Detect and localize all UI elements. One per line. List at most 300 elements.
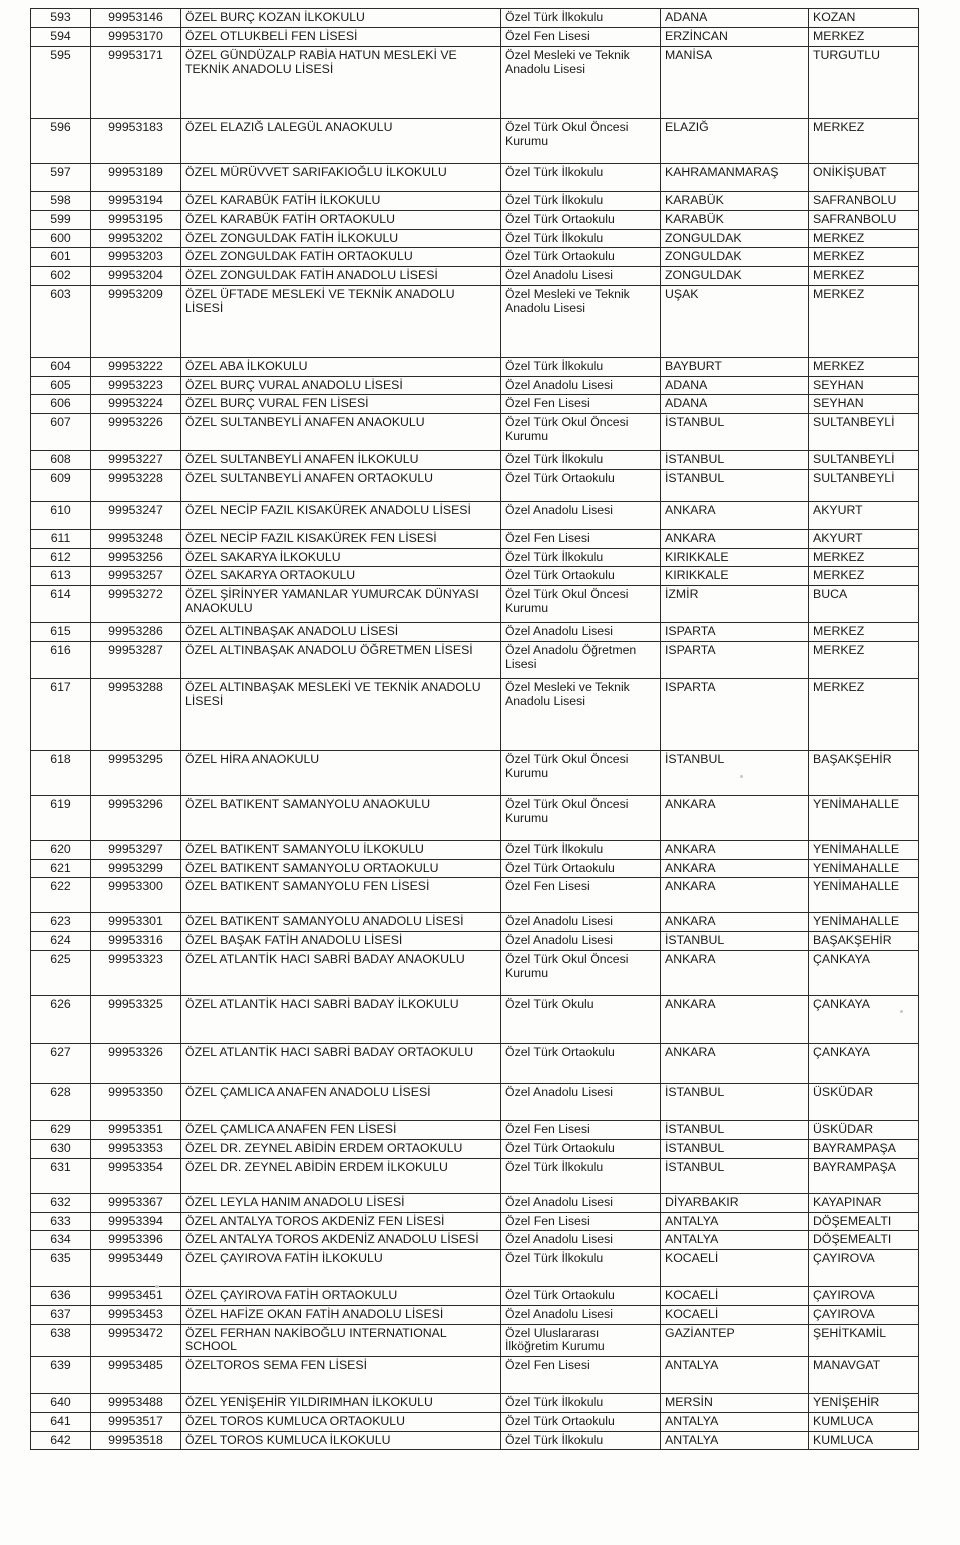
district-cell: SULTANBEYLİ: [809, 451, 919, 470]
district-cell: ONİKİŞUBAT: [809, 164, 919, 192]
table-row: [31, 795, 919, 840]
row-number-cell: 615: [31, 623, 91, 642]
district-cell: MERKEZ: [809, 678, 919, 750]
table-row: [31, 913, 919, 932]
province-cell: KOCAELİ: [661, 1305, 809, 1324]
row-number-cell: 619: [31, 795, 91, 840]
row-number-cell: 603: [31, 285, 91, 357]
institution-name-cell: ÖZEL TOROS KUMLUCA ORTAOKULU: [181, 1412, 501, 1431]
province-cell: ADANA: [661, 395, 809, 414]
table-row: [31, 192, 919, 211]
district-cell: BAYRAMPAŞA: [809, 1140, 919, 1159]
institution-type-cell: Özel Türk Ortaokulu: [501, 469, 661, 501]
row-number-cell: 631: [31, 1158, 91, 1193]
table-row: [31, 1250, 919, 1287]
institution-type-cell: Özel Türk Ortaokulu: [501, 210, 661, 229]
institution-name-cell: ÖZEL HİRA ANAOKULU: [181, 750, 501, 795]
institution-name-cell: ÖZEL BURÇ VURAL FEN LİSESİ: [181, 395, 501, 414]
institution-type-cell: Özel Türk Ortaokulu: [501, 567, 661, 586]
institution-name-cell: ÖZEL ATLANTİK HACI SABRİ BADAY ANAOKULU: [181, 951, 501, 996]
institution-type-cell: Özel Mesleki ve Teknik Anadolu Lisesi: [501, 47, 661, 119]
institution-name-cell: ÖZEL LEYLA HANIM ANADOLU LİSESİ: [181, 1193, 501, 1212]
institution-type-cell: Özel Türk İlkokulu: [501, 9, 661, 28]
institution-code-cell: 99953296: [91, 795, 181, 840]
row-number-cell: 607: [31, 414, 91, 451]
district-cell: MERKEZ: [809, 548, 919, 567]
row-number-cell: 627: [31, 1044, 91, 1084]
institution-type-cell: Özel Türk İlkokulu: [501, 451, 661, 470]
district-cell: YENİMAHALLE: [809, 913, 919, 932]
district-cell: ÜSKÜDAR: [809, 1084, 919, 1121]
district-cell: SULTANBEYLİ: [809, 414, 919, 451]
table-row: [31, 1324, 919, 1357]
district-cell: MERKEZ: [809, 285, 919, 357]
institution-name-cell: ÖZEL SAKARYA İLKOKULU: [181, 548, 501, 567]
institution-type-cell: Özel Anadolu Lisesi: [501, 267, 661, 286]
institution-type-cell: Özel Türk Okul Öncesi Kurumu: [501, 951, 661, 996]
institution-name-cell: ÖZEL SULTANBEYLİ ANAFEN ORTAOKULU: [181, 469, 501, 501]
row-number-cell: 594: [31, 28, 91, 47]
institution-type-cell: Özel Türk İlkokulu: [501, 164, 661, 192]
province-cell: ISPARTA: [661, 641, 809, 678]
institution-name-cell: ÖZEL ÇAMLICA ANAFEN ANADOLU LİSESİ: [181, 1084, 501, 1121]
institution-name-cell: ÖZEL ZONGULDAK FATİH İLKOKULU: [181, 229, 501, 248]
province-cell: KARABÜK: [661, 210, 809, 229]
province-cell: İSTANBUL: [661, 1121, 809, 1140]
institution-type-cell: Özel Anadolu Lisesi: [501, 1084, 661, 1121]
province-cell: ZONGULDAK: [661, 248, 809, 267]
institution-code-cell: 99953451: [91, 1287, 181, 1306]
district-cell: MANAVGAT: [809, 1357, 919, 1394]
row-number-cell: 601: [31, 248, 91, 267]
row-number-cell: 616: [31, 641, 91, 678]
row-number-cell: 617: [31, 678, 91, 750]
institution-code-cell: 99953297: [91, 840, 181, 859]
institution-code-cell: 99953257: [91, 567, 181, 586]
institution-type-cell: Özel Fen Lisesi: [501, 28, 661, 47]
institution-code-cell: 99953194: [91, 192, 181, 211]
province-cell: ERZİNCAN: [661, 28, 809, 47]
institution-type-cell: Özel Anadolu Lisesi: [501, 623, 661, 642]
institution-code-cell: 99953367: [91, 1193, 181, 1212]
district-cell: KOZAN: [809, 9, 919, 28]
table-row: [31, 47, 919, 119]
province-cell: ANTALYA: [661, 1431, 809, 1450]
institution-code-cell: 99953256: [91, 548, 181, 567]
row-number-cell: 598: [31, 192, 91, 211]
district-cell: SULTANBEYLİ: [809, 469, 919, 501]
institution-name-cell: ÖZEL DR. ZEYNEL ABİDİN ERDEM İLKOKULU: [181, 1158, 501, 1193]
district-cell: YENİMAHALLE: [809, 795, 919, 840]
institution-code-cell: 99953170: [91, 28, 181, 47]
row-number-cell: 618: [31, 750, 91, 795]
institution-code-cell: 99953202: [91, 229, 181, 248]
province-cell: KOCAELİ: [661, 1287, 809, 1306]
institution-code-cell: 99953189: [91, 164, 181, 192]
table-row: [31, 469, 919, 501]
district-cell: KAYAPINAR: [809, 1193, 919, 1212]
institution-code-cell: 99953316: [91, 932, 181, 951]
institution-code-cell: 99953394: [91, 1212, 181, 1231]
institution-code-cell: 99953326: [91, 1044, 181, 1084]
table-row: [31, 28, 919, 47]
province-cell: KIRIKKALE: [661, 567, 809, 586]
institution-type-cell: Özel Türk Ortaokulu: [501, 859, 661, 878]
institution-code-cell: 99953224: [91, 395, 181, 414]
institution-code-cell: 99953449: [91, 1250, 181, 1287]
table-row: [31, 501, 919, 529]
institution-type-cell: Özel Fen Lisesi: [501, 529, 661, 548]
table-row: [31, 1140, 919, 1159]
institution-type-cell: Özel Anadolu Lisesi: [501, 501, 661, 529]
institution-code-cell: 99953472: [91, 1324, 181, 1357]
district-cell: MERKEZ: [809, 267, 919, 286]
province-cell: ANKARA: [661, 501, 809, 529]
district-cell: ÇANKAYA: [809, 996, 919, 1044]
row-number-cell: 624: [31, 932, 91, 951]
province-cell: BAYBURT: [661, 357, 809, 376]
institution-code-cell: 99953295: [91, 750, 181, 795]
district-cell: ŞEHİTKAMİL: [809, 1324, 919, 1357]
table-row: [31, 451, 919, 470]
district-cell: YENİMAHALLE: [809, 840, 919, 859]
province-cell: ZONGULDAK: [661, 267, 809, 286]
institution-code-cell: 99953485: [91, 1357, 181, 1394]
institution-code-cell: 99953301: [91, 913, 181, 932]
institution-code-cell: 99953488: [91, 1394, 181, 1413]
table-row: [31, 1044, 919, 1084]
institution-name-cell: ÖZEL SULTANBEYLİ ANAFEN ANAOKULU: [181, 414, 501, 451]
institution-type-cell: Özel Türk Ortaokulu: [501, 1140, 661, 1159]
district-cell: BUCA: [809, 586, 919, 623]
table-row: [31, 623, 919, 642]
district-cell: ÇAYIROVA: [809, 1305, 919, 1324]
institution-type-cell: Özel Fen Lisesi: [501, 1357, 661, 1394]
institution-code-cell: 99953350: [91, 1084, 181, 1121]
institution-code-cell: 99953226: [91, 414, 181, 451]
row-number-cell: 636: [31, 1287, 91, 1306]
province-cell: ELAZIĞ: [661, 119, 809, 164]
institution-code-cell: 99953247: [91, 501, 181, 529]
table-row: [31, 1287, 919, 1306]
institution-type-cell: Özel Fen Lisesi: [501, 878, 661, 913]
school-listing-table: [30, 8, 919, 1450]
row-number-cell: 595: [31, 47, 91, 119]
district-cell: ÇAYIROVA: [809, 1287, 919, 1306]
table-row: [31, 1231, 919, 1250]
district-cell: MERKEZ: [809, 248, 919, 267]
institution-name-cell: ÖZEL BATIKENT SAMANYOLU İLKOKULU: [181, 840, 501, 859]
table-row: [31, 548, 919, 567]
table-row: [31, 529, 919, 548]
province-cell: MERSİN: [661, 1394, 809, 1413]
institution-code-cell: 99953353: [91, 1140, 181, 1159]
institution-name-cell: ÖZEL HAFİZE OKAN FATİH ANADOLU LİSESİ: [181, 1305, 501, 1324]
table-row: [31, 1305, 919, 1324]
province-cell: ADANA: [661, 376, 809, 395]
province-cell: GAZİANTEP: [661, 1324, 809, 1357]
row-number-cell: 593: [31, 9, 91, 28]
institution-name-cell: ÖZEL DR. ZEYNEL ABİDİN ERDEM ORTAOKULU: [181, 1140, 501, 1159]
row-number-cell: 621: [31, 859, 91, 878]
province-cell: ISPARTA: [661, 678, 809, 750]
institution-code-cell: 99953222: [91, 357, 181, 376]
institution-name-cell: ÖZEL MÜRÜVVET SARIFAKIOĞLU İLKOKULU: [181, 164, 501, 192]
table-row: [31, 376, 919, 395]
institution-code-cell: 99953517: [91, 1412, 181, 1431]
province-cell: İSTANBUL: [661, 414, 809, 451]
table-row: [31, 1193, 919, 1212]
institution-name-cell: ÖZEL YENİŞEHİR YILDIRIMHAN İLKOKULU: [181, 1394, 501, 1413]
table-row: [31, 414, 919, 451]
district-cell: KUMLUCA: [809, 1412, 919, 1431]
institution-code-cell: 99953204: [91, 267, 181, 286]
institution-type-cell: Özel Türk Ortaokulu: [501, 1412, 661, 1431]
institution-code-cell: 99953171: [91, 47, 181, 119]
province-cell: MANİSA: [661, 47, 809, 119]
table-row: [31, 750, 919, 795]
institution-type-cell: Özel Türk Okulu: [501, 996, 661, 1044]
institution-code-cell: 99953299: [91, 859, 181, 878]
row-number-cell: 605: [31, 376, 91, 395]
district-cell: ÇANKAYA: [809, 951, 919, 996]
province-cell: ANKARA: [661, 1044, 809, 1084]
district-cell: KUMLUCA: [809, 1431, 919, 1450]
institution-code-cell: 99953518: [91, 1431, 181, 1450]
institution-name-cell: ÖZEL ÇAYIROVA FATİH ORTAOKULU: [181, 1287, 501, 1306]
province-cell: KARABÜK: [661, 192, 809, 211]
institution-code-cell: 99953351: [91, 1121, 181, 1140]
table-row: [31, 267, 919, 286]
province-cell: DİYARBAKIR: [661, 1193, 809, 1212]
institution-name-cell: ÖZEL ZONGULDAK FATİH ORTAOKULU: [181, 248, 501, 267]
row-number-cell: 604: [31, 357, 91, 376]
province-cell: ANKARA: [661, 859, 809, 878]
row-number-cell: 606: [31, 395, 91, 414]
institution-name-cell: ÖZEL ATLANTİK HACI SABRİ BADAY ORTAOKULU: [181, 1044, 501, 1084]
institution-name-cell: ÖZEL TOROS KUMLUCA İLKOKULU: [181, 1431, 501, 1450]
table-row: [31, 641, 919, 678]
row-number-cell: 600: [31, 229, 91, 248]
province-cell: ANKARA: [661, 795, 809, 840]
province-cell: İSTANBUL: [661, 1158, 809, 1193]
table-row: [31, 1121, 919, 1140]
province-cell: ANKARA: [661, 529, 809, 548]
district-cell: ÇAYIROVA: [809, 1250, 919, 1287]
table-row: [31, 357, 919, 376]
institution-name-cell: ÖZEL BATIKENT SAMANYOLU FEN LİSESİ: [181, 878, 501, 913]
row-number-cell: 610: [31, 501, 91, 529]
table-row: [31, 229, 919, 248]
institution-name-cell: ÖZEL ALTINBAŞAK ANADOLU LİSESİ: [181, 623, 501, 642]
table-row: [31, 951, 919, 996]
province-cell: İSTANBUL: [661, 750, 809, 795]
institution-type-cell: Özel Anadolu Lisesi: [501, 1231, 661, 1250]
row-number-cell: 639: [31, 1357, 91, 1394]
institution-code-cell: 99953146: [91, 9, 181, 28]
province-cell: ISPARTA: [661, 623, 809, 642]
institution-name-cell: ÖZEL ELAZIĞ LALEGÜL ANAOKULU: [181, 119, 501, 164]
institution-type-cell: Özel Anadolu Lisesi: [501, 1193, 661, 1212]
district-cell: MERKEZ: [809, 567, 919, 586]
institution-code-cell: 99953354: [91, 1158, 181, 1193]
institution-type-cell: Özel Fen Lisesi: [501, 1121, 661, 1140]
institution-name-cell: ÖZEL BAŞAK FATİH ANADOLU LİSESİ: [181, 932, 501, 951]
district-cell: DÖŞEMEALTI: [809, 1231, 919, 1250]
province-cell: ANTALYA: [661, 1212, 809, 1231]
province-cell: UŞAK: [661, 285, 809, 357]
institution-code-cell: 99953287: [91, 641, 181, 678]
institution-name-cell: ÖZEL OTLUKBELİ FEN LİSESİ: [181, 28, 501, 47]
district-cell: MERKEZ: [809, 28, 919, 47]
institution-name-cell: ÖZELTOROS SEMA FEN LİSESİ: [181, 1357, 501, 1394]
row-number-cell: 632: [31, 1193, 91, 1212]
table-row: [31, 1394, 919, 1413]
institution-type-cell: Özel Türk İlkokulu: [501, 1250, 661, 1287]
row-number-cell: 630: [31, 1140, 91, 1159]
institution-name-cell: ÖZEL FERHAN NAKİBOĞLU INTERNATIONAL SCHOOL: [181, 1324, 501, 1357]
institution-type-cell: Özel Türk Ortaokulu: [501, 248, 661, 267]
table-row: [31, 164, 919, 192]
institution-type-cell: Özel Türk İlkokulu: [501, 1158, 661, 1193]
row-number-cell: 609: [31, 469, 91, 501]
row-number-cell: 620: [31, 840, 91, 859]
province-cell: ZONGULDAK: [661, 229, 809, 248]
institution-type-cell: Özel Türk Okul Öncesi Kurumu: [501, 795, 661, 840]
table-row: [31, 859, 919, 878]
table-row: [31, 1084, 919, 1121]
province-cell: İSTANBUL: [661, 469, 809, 501]
row-number-cell: 635: [31, 1250, 91, 1287]
row-number-cell: 626: [31, 996, 91, 1044]
institution-type-cell: Özel Türk Okul Öncesi Kurumu: [501, 750, 661, 795]
table-row: [31, 678, 919, 750]
province-cell: İSTANBUL: [661, 1084, 809, 1121]
table-row: [31, 1212, 919, 1231]
institution-type-cell: Özel Anadolu Öğretmen Lisesi: [501, 641, 661, 678]
row-number-cell: 628: [31, 1084, 91, 1121]
institution-name-cell: ÖZEL ZONGULDAK FATİH ANADOLU LİSESİ: [181, 267, 501, 286]
row-number-cell: 638: [31, 1324, 91, 1357]
district-cell: ÜSKÜDAR: [809, 1121, 919, 1140]
institution-name-cell: ÖZEL GÜNDÜZALP RABİA HATUN MESLEKİ VE TEKNİK ANADOLU LİSESİ: [181, 47, 501, 119]
province-cell: ANKARA: [661, 951, 809, 996]
province-cell: İSTANBUL: [661, 1140, 809, 1159]
table-row: [31, 932, 919, 951]
row-number-cell: 614: [31, 586, 91, 623]
province-cell: KOCAELİ: [661, 1250, 809, 1287]
province-cell: ANKARA: [661, 996, 809, 1044]
province-cell: ANTALYA: [661, 1357, 809, 1394]
institution-type-cell: Özel Mesleki ve Teknik Anadolu Lisesi: [501, 285, 661, 357]
institution-type-cell: Özel Türk Okul Öncesi Kurumu: [501, 586, 661, 623]
institution-type-cell: Özel Türk Ortaokulu: [501, 1044, 661, 1084]
row-number-cell: 599: [31, 210, 91, 229]
row-number-cell: 641: [31, 1412, 91, 1431]
institution-code-cell: 99953396: [91, 1231, 181, 1250]
province-cell: ANKARA: [661, 840, 809, 859]
row-number-cell: 625: [31, 951, 91, 996]
institution-name-cell: ÖZEL BATIKENT SAMANYOLU ANADOLU LİSESİ: [181, 913, 501, 932]
table-row: [31, 248, 919, 267]
institution-name-cell: ÖZEL ALTINBAŞAK MESLEKİ VE TEKNİK ANADOLU LİSESİ: [181, 678, 501, 750]
institution-code-cell: 99953288: [91, 678, 181, 750]
institution-code-cell: 99953453: [91, 1305, 181, 1324]
province-cell: İSTANBUL: [661, 451, 809, 470]
institution-code-cell: 99953325: [91, 996, 181, 1044]
institution-type-cell: Özel Fen Lisesi: [501, 395, 661, 414]
row-number-cell: 634: [31, 1231, 91, 1250]
row-number-cell: 642: [31, 1431, 91, 1450]
province-cell: ANTALYA: [661, 1231, 809, 1250]
district-cell: YENİMAHALLE: [809, 878, 919, 913]
institution-type-cell: Özel Türk Okul Öncesi Kurumu: [501, 414, 661, 451]
institution-name-cell: ÖZEL KARABÜK FATİH İLKOKULU: [181, 192, 501, 211]
row-number-cell: 640: [31, 1394, 91, 1413]
table-row: [31, 996, 919, 1044]
province-cell: ANKARA: [661, 913, 809, 932]
district-cell: AKYURT: [809, 501, 919, 529]
district-cell: SAFRANBOLU: [809, 192, 919, 211]
district-cell: DÖŞEMEALTI: [809, 1212, 919, 1231]
province-cell: ADANA: [661, 9, 809, 28]
institution-name-cell: ÖZEL SAKARYA ORTAOKULU: [181, 567, 501, 586]
province-cell: KIRIKKALE: [661, 548, 809, 567]
institution-name-cell: ÖZEL NECİP FAZIL KISAKÜREK FEN LİSESİ: [181, 529, 501, 548]
district-cell: AKYURT: [809, 529, 919, 548]
district-cell: MERKEZ: [809, 119, 919, 164]
district-cell: MERKEZ: [809, 623, 919, 642]
institution-name-cell: ÖZEL ANTALYA TOROS AKDENİZ ANADOLU LİSESİ: [181, 1231, 501, 1250]
institution-code-cell: 99953228: [91, 469, 181, 501]
table-row: [31, 395, 919, 414]
institution-type-cell: Özel Fen Lisesi: [501, 1212, 661, 1231]
institution-type-cell: Özel Türk İlkokulu: [501, 192, 661, 211]
province-cell: ANTALYA: [661, 1412, 809, 1431]
row-number-cell: 622: [31, 878, 91, 913]
institution-code-cell: 99953209: [91, 285, 181, 357]
institution-type-cell: Özel Uluslararası İlköğretim Kurumu: [501, 1324, 661, 1357]
institution-type-cell: Özel Mesleki ve Teknik Anadolu Lisesi: [501, 678, 661, 750]
district-cell: YENİŞEHİR: [809, 1394, 919, 1413]
table-row: [31, 1357, 919, 1394]
row-number-cell: 623: [31, 913, 91, 932]
table-row: [31, 9, 919, 28]
district-cell: BAŞAKŞEHİR: [809, 932, 919, 951]
district-cell: BAYRAMPAŞA: [809, 1158, 919, 1193]
institution-code-cell: 99953300: [91, 878, 181, 913]
row-number-cell: 608: [31, 451, 91, 470]
institution-type-cell: Özel Türk İlkokulu: [501, 548, 661, 567]
institution-name-cell: ÖZEL KARABÜK FATİH ORTAOKULU: [181, 210, 501, 229]
institution-name-cell: ÖZEL ATLANTİK HACI SABRİ BADAY İLKOKULU: [181, 996, 501, 1044]
table-row: [31, 567, 919, 586]
institution-name-cell: ÖZEL SULTANBEYLİ ANAFEN İLKOKULU: [181, 451, 501, 470]
institution-type-cell: Özel Türk Okul Öncesi Kurumu: [501, 119, 661, 164]
institution-code-cell: 99953323: [91, 951, 181, 996]
institution-code-cell: 99953203: [91, 248, 181, 267]
institution-code-cell: 99953272: [91, 586, 181, 623]
row-number-cell: 637: [31, 1305, 91, 1324]
institution-type-cell: Özel Türk İlkokulu: [501, 1394, 661, 1413]
row-number-cell: 633: [31, 1212, 91, 1231]
institution-code-cell: 99953223: [91, 376, 181, 395]
province-cell: İSTANBUL: [661, 932, 809, 951]
institution-type-cell: Özel Anadolu Lisesi: [501, 913, 661, 932]
institution-type-cell: Özel Türk İlkokulu: [501, 357, 661, 376]
institution-name-cell: ÖZEL NECİP FAZIL KISAKÜREK ANADOLU LİSESİ: [181, 501, 501, 529]
table-row: [31, 878, 919, 913]
